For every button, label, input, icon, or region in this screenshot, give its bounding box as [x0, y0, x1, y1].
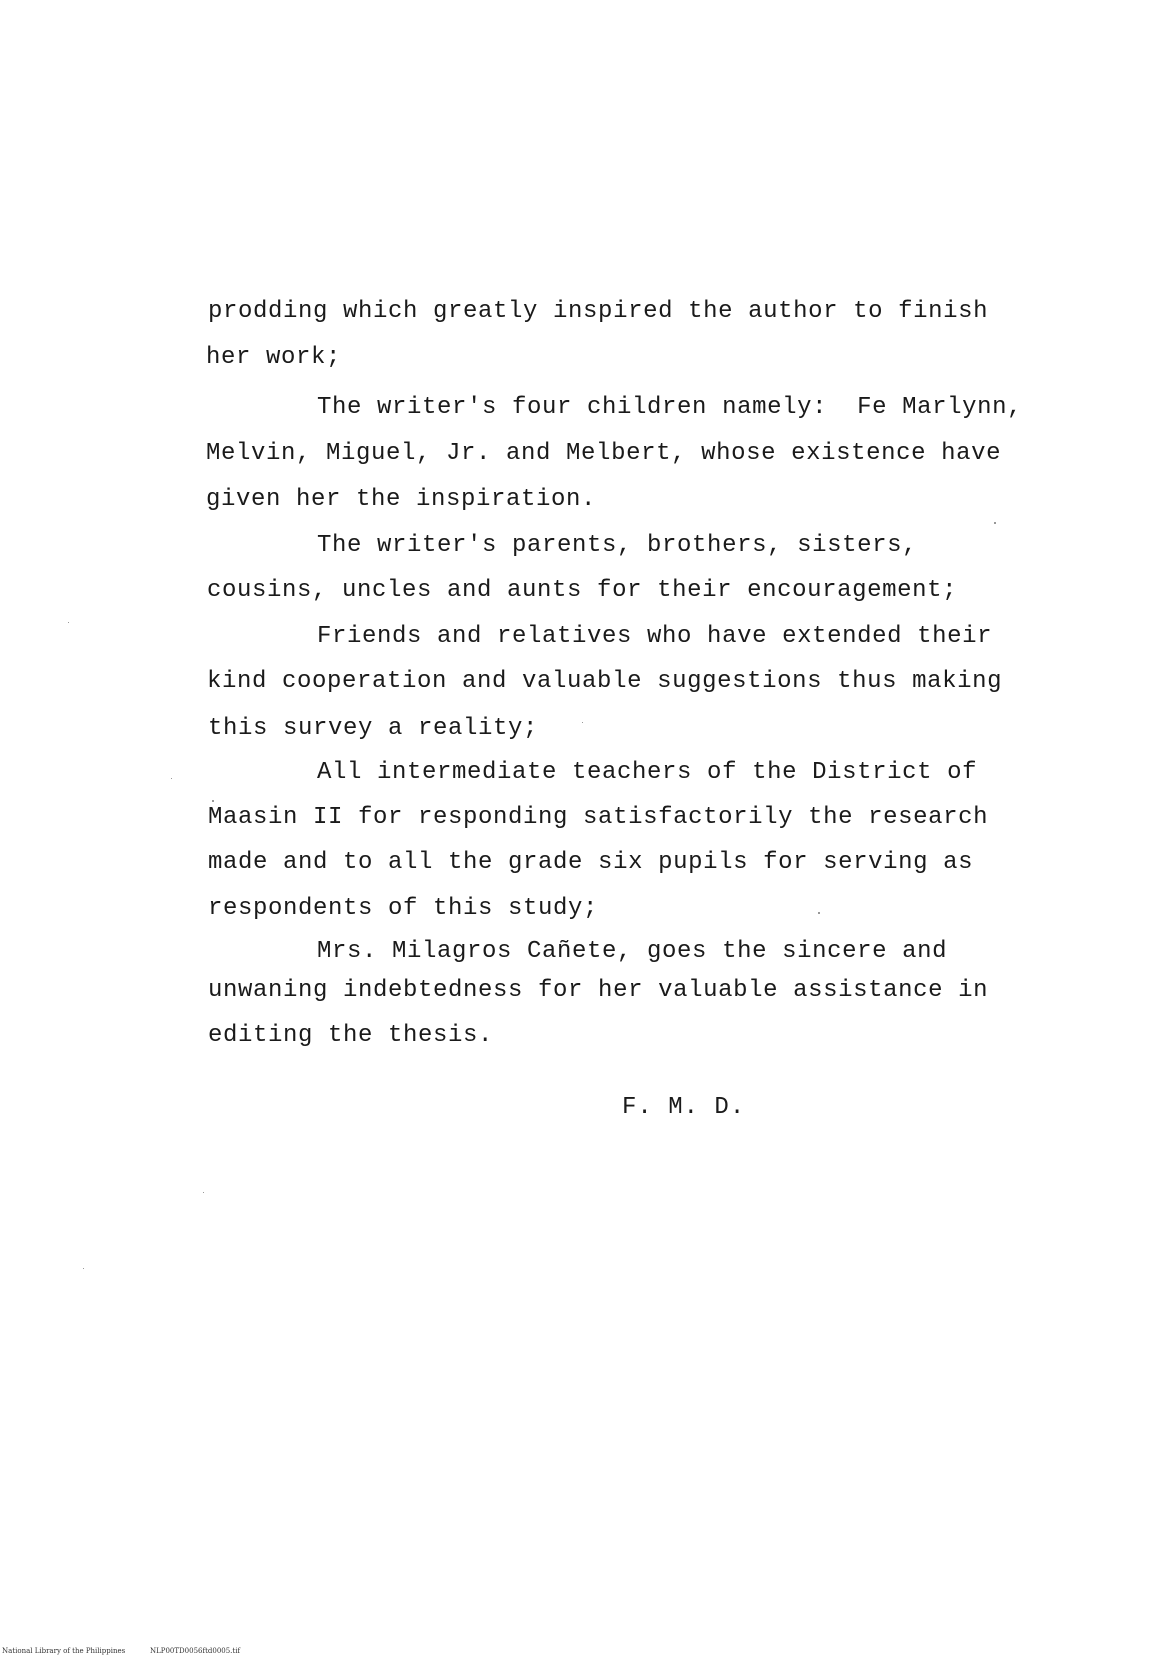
text-line: editing the thesis.	[208, 1022, 494, 1049]
text-line: Mrs. Milagros Cañete, goes the sincere and	[317, 938, 948, 965]
signature-initials: F. M. D.	[622, 1094, 746, 1121]
text-line: Friends and relatives who have extended their	[317, 623, 993, 650]
text-line: her work;	[206, 344, 342, 371]
scan-speck	[83, 1268, 84, 1269]
scan-speck	[203, 1192, 204, 1193]
text-line: made and to all the grade six pupils for serving as	[208, 849, 974, 876]
text-line: prodding which greatly inspired the author to finish	[208, 298, 989, 325]
text-line: unwaning indebtedness for her valuable assistance in	[208, 977, 989, 1004]
text-line: The writer's four children namely: Fe Marlynn,	[317, 394, 1023, 421]
text-line: cousins, uncles and aunts for their encouragement;	[207, 577, 958, 604]
text-line: Maasin II for responding satisfactorily the research	[208, 804, 989, 831]
text-line: Melvin, Miguel, Jr. and Melbert, whose existence have	[206, 440, 1002, 467]
footer-library-name: National Library of the Philippines	[2, 1647, 126, 1655]
scan-speck	[994, 522, 996, 524]
text-line: this survey a reality;	[208, 715, 539, 742]
footer-file-id: NLP00TD0056ftd0005.tif	[150, 1647, 241, 1655]
text-line: The writer's parents, brothers, sisters,	[317, 532, 918, 559]
scan-speck	[212, 800, 214, 802]
text-line: kind cooperation and valuable suggestions thus making	[207, 668, 1003, 695]
scan-speck	[582, 722, 583, 723]
text-line: respondents of this study;	[208, 895, 599, 922]
text-line: given her the inspiration.	[206, 486, 597, 513]
scan-speck	[818, 912, 820, 914]
scan-speck	[171, 778, 172, 779]
text-line: All intermediate teachers of the District of	[317, 759, 978, 786]
scan-speck	[68, 622, 69, 623]
